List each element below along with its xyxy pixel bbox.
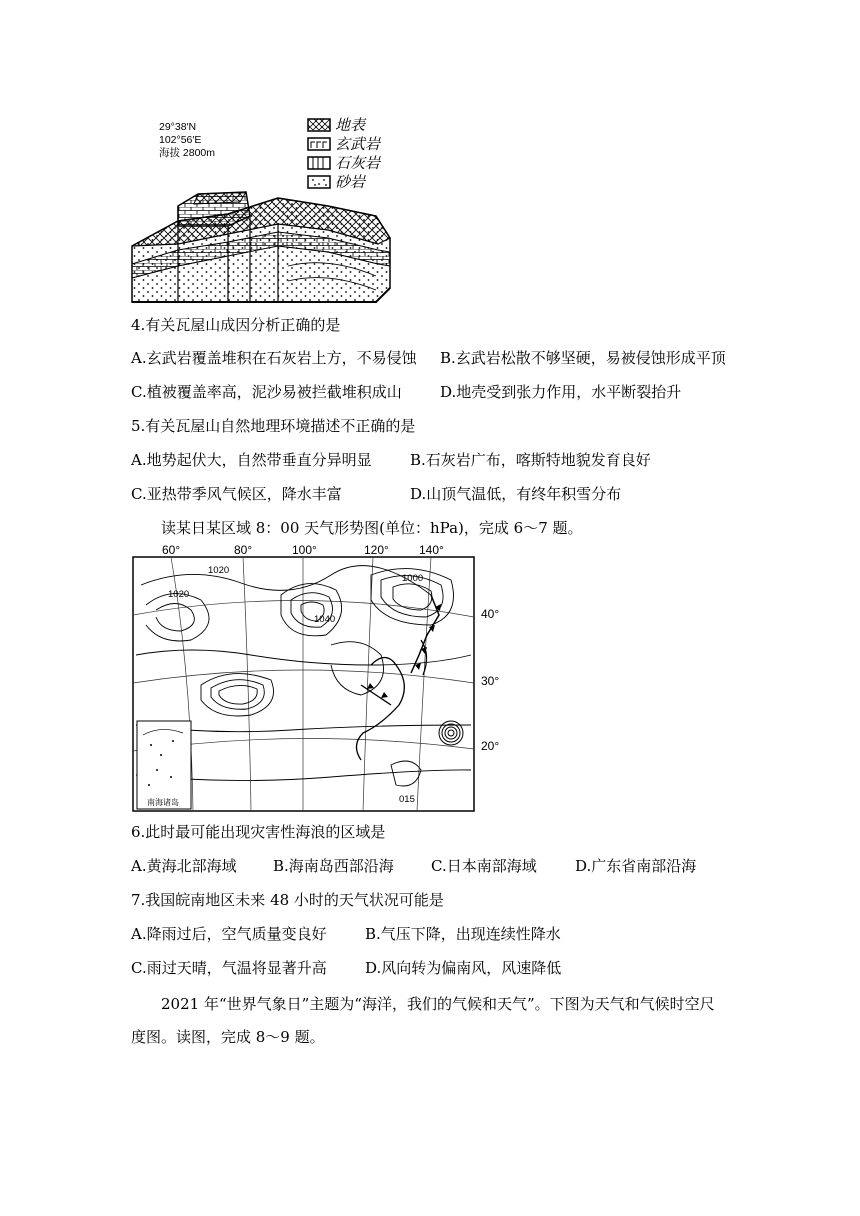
- option-d: D.地壳受到张力作用，水平断裂抬升: [440, 383, 682, 401]
- figure1-coords: [159, 121, 215, 160]
- lon-label: 140°: [419, 543, 444, 557]
- latitude-label: 29°38′N: [159, 121, 197, 133]
- weather-map: [131, 541, 511, 817]
- inset-label: 南海诸岛: [147, 798, 179, 807]
- question-stem: 6.此时最可能出现灾害性海浪的区域是: [131, 823, 386, 841]
- question-stem: 5.有关瓦屋山自然地理环境描述不正确的是: [131, 417, 416, 435]
- option-b: B.海南岛西部沿海: [273, 857, 394, 875]
- isobar-label: 1020: [208, 565, 230, 576]
- intro-paragraph-line2: 度图。读图，完成 8～9 题。: [131, 1028, 325, 1046]
- legend-label: 砂岩: [335, 172, 366, 191]
- option-b: B.石灰岩广布，喀斯特地貌发育良好: [410, 451, 651, 469]
- longitude-label: 102°56′E: [159, 134, 202, 146]
- lon-label: 100°: [292, 543, 317, 557]
- question-stem: 4.有关瓦屋山成因分析正确的是: [131, 316, 341, 334]
- legend-item-limestone: [307, 153, 380, 172]
- legend-label: 石灰岩: [335, 153, 381, 172]
- option-c: C.雨过天晴，气温将显著升高: [131, 959, 327, 977]
- option-a: A.降雨过后，空气质量变良好: [131, 925, 327, 943]
- figure1-legend: [307, 115, 380, 191]
- basalt-pattern-icon: [307, 137, 331, 151]
- lat-label: 30°: [481, 674, 500, 688]
- legend-item-soil: [307, 115, 380, 134]
- isobar-label: 1000: [402, 573, 424, 584]
- option-c: C.亚热带季风气候区，降水丰富: [131, 485, 342, 503]
- option-d: D.山顶气温低，有终年积雪分布: [410, 485, 622, 503]
- option-a: A.玄武岩覆盖堆积在石灰岩上方，不易侵蚀: [131, 349, 417, 367]
- option-d: D.广东省南部沿海: [575, 857, 697, 875]
- isobar-label: 1020: [168, 589, 190, 600]
- option-b: B.气压下降，出现连续性降水: [365, 925, 561, 943]
- legend-label: 地表: [335, 115, 366, 134]
- intro-paragraph: 读某日某区域 8：00 天气形势图(单位：hPa)，完成 6～7 题。: [161, 519, 583, 537]
- legend-item-basalt: [307, 134, 380, 153]
- lon-label: 60°: [162, 543, 181, 557]
- option-c: C.植被覆盖率高，泥沙易被拦截堆积成山: [131, 383, 402, 401]
- lon-label: 120°: [364, 543, 389, 557]
- isobar-label: 015: [399, 794, 415, 805]
- soil-pattern-icon: [307, 118, 331, 132]
- isobar-label: 1040: [314, 614, 336, 625]
- option-a: A.地势起伏大，自然带垂直分异明显: [131, 451, 372, 469]
- option-a: A.黄海北部海域: [131, 857, 237, 875]
- question-stem: 7.我国皖南地区未来 48 小时的天气状况可能是: [131, 891, 444, 909]
- lon-label: 80°: [234, 543, 253, 557]
- lat-label: 20°: [481, 739, 500, 753]
- intro-paragraph-line1: 2021 年“世界气象日”主题为“海洋，我们的气候和天气”。下图为天气和气候时空尺: [161, 995, 715, 1013]
- limestone-pattern-icon: [307, 156, 331, 170]
- option-b: B.玄武岩松散不够坚硬，易被侵蚀形成平顶: [440, 349, 726, 367]
- altitude-label: 海拔 2800m: [159, 147, 216, 159]
- option-c: C.日本南部海域: [431, 857, 537, 875]
- lat-label: 40°: [481, 607, 500, 621]
- legend-label: 玄武岩: [335, 134, 381, 153]
- option-d: D.风向转为偏南风，风速降低: [365, 959, 562, 977]
- geologic-block-diagram: [128, 186, 398, 304]
